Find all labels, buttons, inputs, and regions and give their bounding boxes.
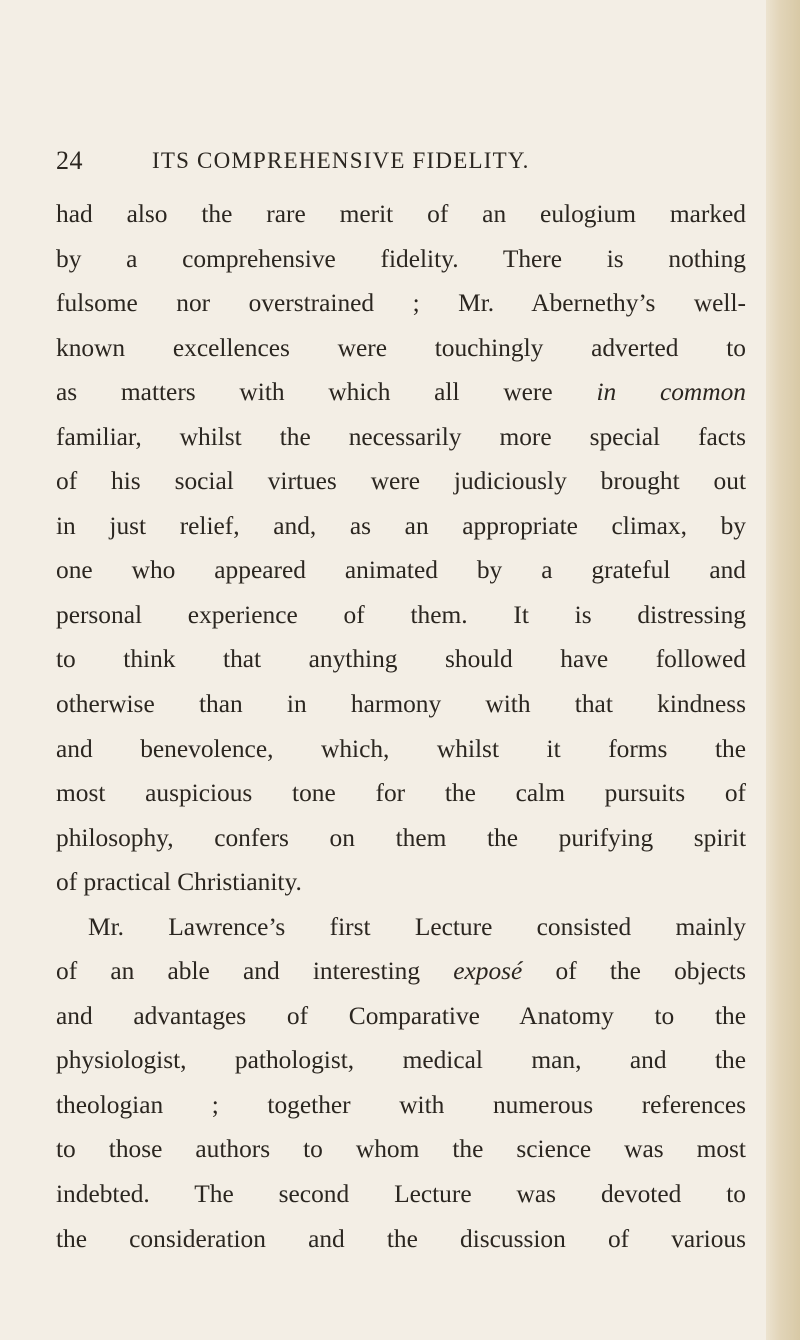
- text-line: by a comprehensive fidelity. There is nothing: [56, 244, 746, 273]
- text-line: physiologist, pathologist, medical man, and the: [56, 1046, 746, 1075]
- running-title: ITS COMPREHENSIVE FIDELITY.: [152, 148, 530, 173]
- body-text: [56, 192, 746, 1261]
- text-line: and advantages of Comparative Anatomy to the: [56, 1001, 746, 1030]
- text-segment: as matters with which all were: [56, 378, 553, 407]
- text-line: most auspicious tone for the calm pursuits of: [56, 779, 746, 808]
- text-line: to those authors to whom the science was most: [56, 1135, 746, 1164]
- italic-phrase: in common: [596, 378, 746, 407]
- text-line: indebted. The second Lecture was devoted to: [56, 1180, 746, 1209]
- page-header: [56, 146, 746, 182]
- text-line: personal experience of them. It is distressing: [56, 600, 746, 629]
- text-segment: of the objects: [555, 957, 746, 986]
- text-line: otherwise than in harmony with that kindness: [56, 690, 746, 719]
- text-line: of practical Christianity.: [56, 868, 302, 897]
- text-line: to think that anything should have followed: [56, 645, 746, 674]
- text-line: of his social virtues were judiciously brought out: [56, 467, 746, 496]
- text-line: Mr. Lawrence’s first Lecture consisted mainly: [88, 912, 746, 941]
- italic-phrase: exposé: [453, 957, 523, 986]
- text-line: familiar, whilst the necessarily more special facts: [56, 422, 746, 451]
- text-line: theologian ; together with numerous references: [56, 1090, 746, 1119]
- text-line: the consideration and the discussion of various: [56, 1224, 746, 1253]
- text-line: fulsome nor overstrained ; Mr. Abernethy’s well-: [56, 289, 746, 318]
- text-line: one who appeared animated by a grateful and: [56, 556, 746, 585]
- text-line: and benevolence, which, whilst it forms the: [56, 734, 746, 763]
- text-line: known excellences were touchingly adverted to: [56, 333, 746, 362]
- page-edge-shadow: [766, 0, 800, 1340]
- text-segment: of an able and interesting: [56, 957, 421, 986]
- page-number: 24: [56, 146, 83, 175]
- text-line: [56, 370, 746, 415]
- text-line: had also the rare merit of an eulogium marked: [56, 200, 746, 228]
- text-line: [56, 949, 746, 994]
- text-line: in just relief, and, as an appropriate climax, by: [56, 511, 746, 540]
- text-line: philosophy, confers on them the purifying spirit: [56, 823, 746, 852]
